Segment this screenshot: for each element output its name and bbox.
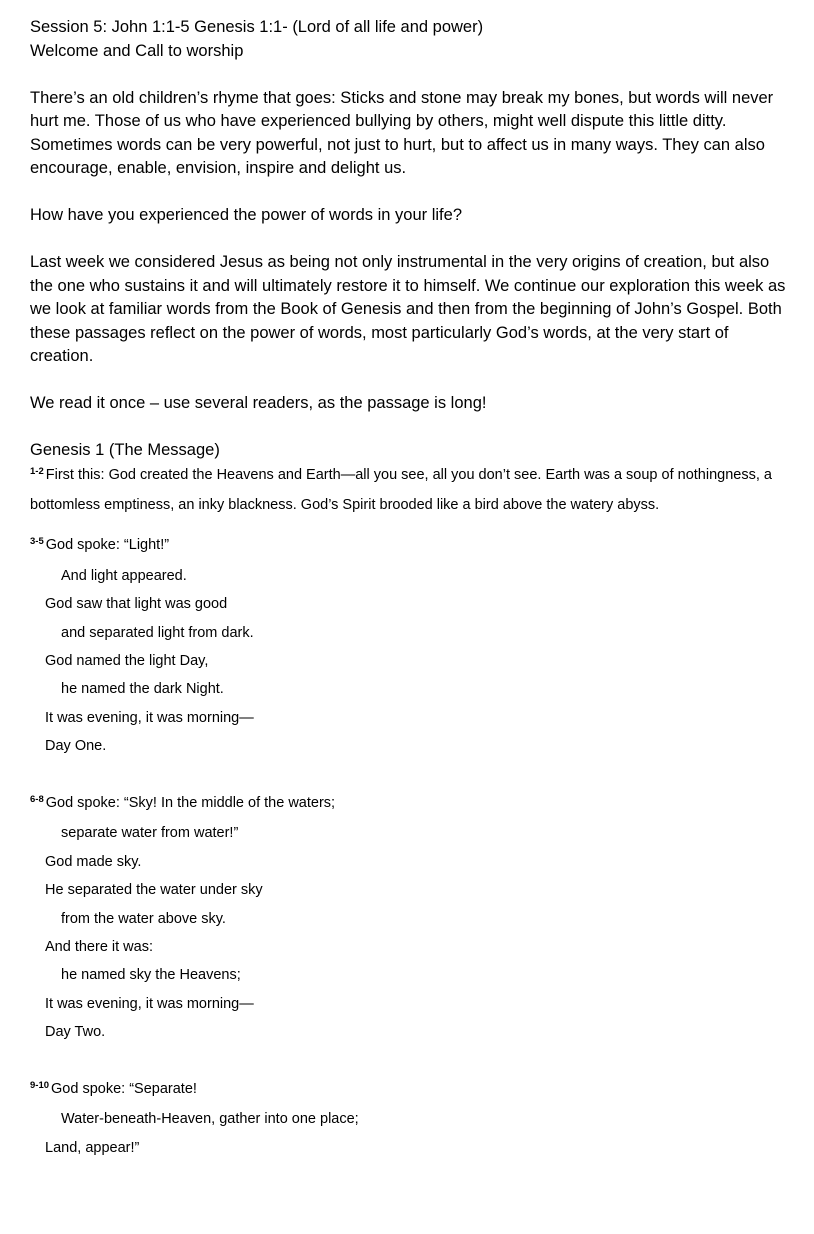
verse-3-5 — [30, 531, 790, 760]
verse-1-2 — [30, 461, 790, 520]
verse-line: separate water from water!” — [61, 825, 239, 842]
verse-9-10 — [30, 1075, 790, 1162]
verse-6-8 — [30, 789, 790, 1047]
scripture-heading: Genesis 1 (The Message) — [30, 441, 220, 459]
verse-number: 3-5 — [30, 536, 44, 548]
verse-line: Land, appear!” — [45, 1139, 140, 1156]
verse-line: And light appeared. — [61, 567, 187, 584]
verse-line: he named sky the Heavens; — [61, 967, 241, 984]
verse-line: Day Two. — [45, 1024, 106, 1041]
discussion-question: How have you experienced the power of words in your life? — [30, 206, 462, 224]
verse-line: It was evening, it was morning— — [45, 709, 254, 726]
verse-number: 1-2 — [30, 465, 44, 477]
verse-number: 9-10 — [30, 1080, 50, 1091]
verse-line: He separated the water under sky — [45, 882, 263, 899]
verse-line: Day One. — [45, 738, 107, 755]
verse-line: $^{6-8}$ God spoke: “Sky! In the middle of the waters; — [30, 793, 336, 811]
verse-line: Water-beneath-Heaven, gather into one place; — [61, 1111, 359, 1128]
verse-line: God named the light Day, — [45, 652, 209, 669]
verse-line: and separated light from dark. — [61, 624, 254, 641]
verse-line: It was evening, it was morning— — [45, 995, 254, 1012]
section-subtitle: Welcome and Call to worship — [30, 41, 244, 60]
verse-number: 6-8 — [30, 793, 44, 805]
verse-line: from the water above sky. — [61, 910, 226, 927]
session-title: Session 5: John 1:1-5 Genesis 1:1- (Lord of all life and power) — [30, 18, 484, 36]
verse-line: $^{9-10}$ God spoke: “Separate! — [30, 1080, 197, 1097]
verse-line: And there it was: — [45, 938, 153, 955]
document-page — [30, 16, 790, 1191]
verse-line: God saw that light was good — [45, 596, 228, 613]
verse-line: $^{3-5}$ God spoke: “Light!” — [30, 536, 170, 554]
context-paragraph: Last week we considered Jesus as being not only instrumental in the very origins of creation, but also the one who sustains it and will ultimately restore it to himself. We continue our exploration this week as we look at familiar words from the Book of Genesis and then from the beginning of John’s Gospel. Both these passages reflect on the power of words, most particularly God’s words, at the very start of creation. — [30, 253, 786, 365]
verse-line: he named the dark Night. — [61, 681, 224, 698]
reading-instruction: We read it once – use several readers, as the passage is long! — [30, 394, 487, 412]
verse-line: God made sky. — [45, 853, 142, 870]
verse-text: First this: God created the Heavens and Earth—all you see, all you don’t see. Earth was a soup of nothingness, a bottomless emptiness, an inky blackness. God’s Spirit brooded like a bird above the watery abyss. — [30, 466, 772, 513]
intro-paragraph: There’s an old children’s rhyme that goes: Sticks and stone may break my bones, but words will never hurt me. Those of us who have experienced bullying by others, might well dispute this little ditty. Sometimes words can be very powerful, not just to hurt, but to affect us in many ways. They can also encourage, enable, envision, inspire and delight us. — [30, 88, 774, 177]
